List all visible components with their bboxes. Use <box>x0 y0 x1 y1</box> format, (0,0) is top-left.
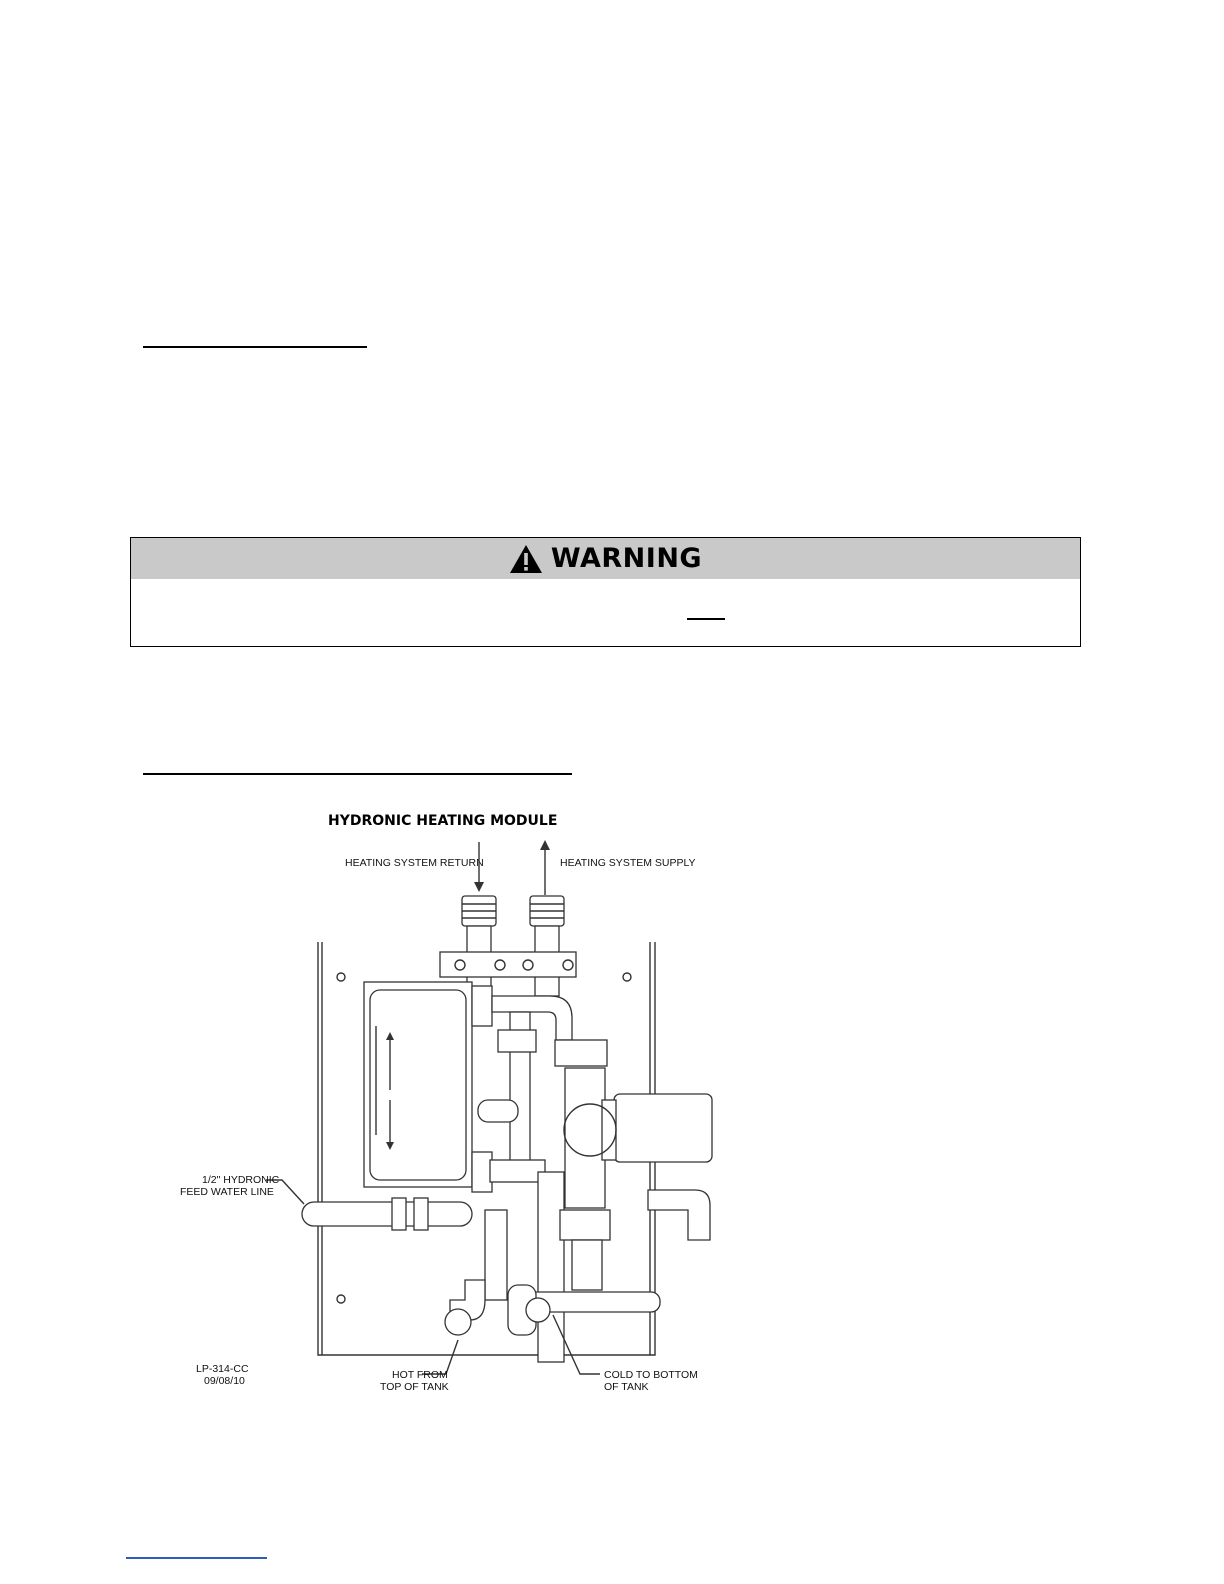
label-heating-system-return: HEATING SYSTEM RETURN <box>345 857 484 869</box>
figure-title: HYDRONIC HEATING MODULE <box>328 813 558 829</box>
warning-title: WARNING <box>550 543 703 574</box>
label-heating-system-supply: HEATING SYSTEM SUPPLY <box>560 857 696 869</box>
label-cold-2: OF TANK <box>604 1381 649 1393</box>
warning-triangle-icon <box>509 544 543 574</box>
section-heading-rule-1 <box>143 346 367 348</box>
label-feed-line-2: FEED WATER LINE <box>180 1186 274 1198</box>
return-arrow-head <box>474 882 484 892</box>
warning-box <box>130 537 1081 647</box>
piping-network <box>450 986 660 1362</box>
supply-fitting <box>530 896 564 996</box>
mounting-bracket <box>440 952 576 977</box>
supply-arrow-head <box>540 840 550 850</box>
hydronic-module-diagram <box>160 800 720 1400</box>
label-drawing-date: 09/08/10 <box>204 1375 245 1387</box>
footer-link-underline[interactable] <box>126 1557 267 1559</box>
warning-header <box>131 538 1080 579</box>
warning-underline-mark <box>687 618 725 620</box>
plate-heat-exchanger <box>364 982 472 1187</box>
label-feed-line-1: 1/2" HYDRONIC <box>202 1174 280 1186</box>
label-hot-2: TOP OF TANK <box>380 1381 449 1393</box>
feed-water-line <box>302 1198 472 1230</box>
label-drawing-code: LP-314-CC <box>196 1363 249 1375</box>
label-cold-1: COLD TO BOTTOM <box>604 1369 698 1381</box>
section-heading-rule-2 <box>143 773 572 775</box>
label-hot-1: HOT FROM <box>392 1369 448 1381</box>
